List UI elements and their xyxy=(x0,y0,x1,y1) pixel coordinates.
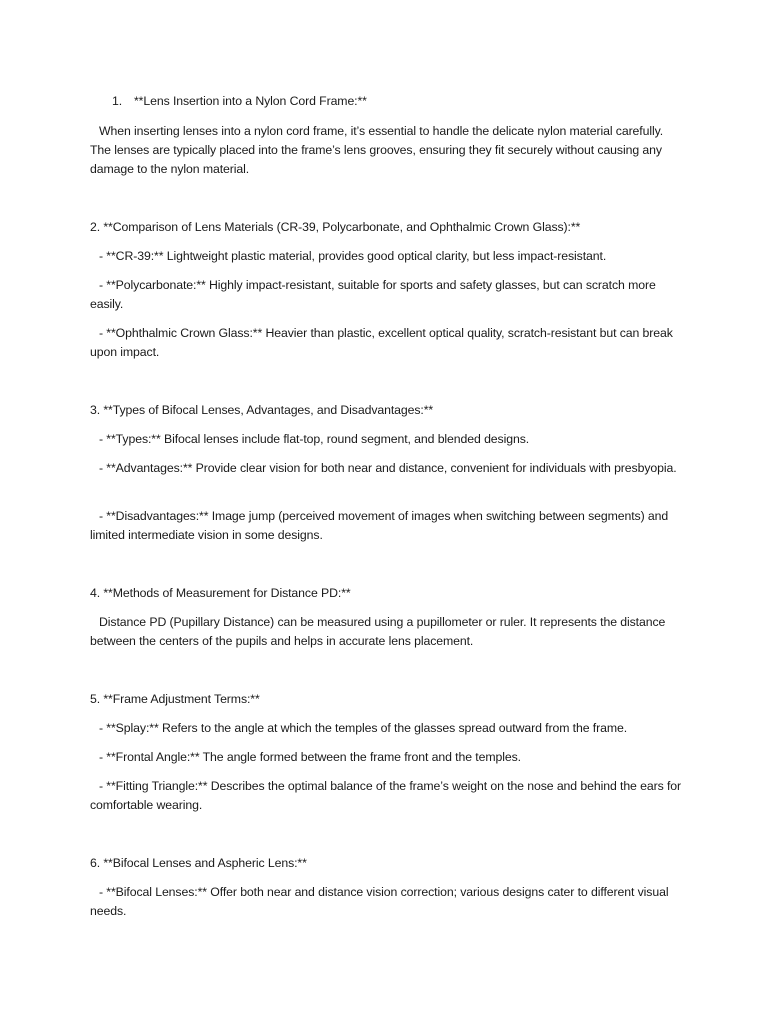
section-3-item-1: - **Types:** Bifocal lenses include flat-top, round segment, and blended designs. xyxy=(99,432,530,446)
section-6-heading: 6. **Bifocal Lenses and Aspheric Lens:** xyxy=(90,856,307,870)
section-5-item-2: - **Frontal Angle:** The angle formed between the frame front and the temples. xyxy=(99,750,521,764)
section-2-item-1: - **CR-39:** Lightweight plastic material, provides good optical clarity, but less impact-resistant. xyxy=(99,249,607,263)
section-1-heading xyxy=(112,92,712,111)
section-2-item-3: - **Ophthalmic Crown Glass:** Heavier than plastic, excellent optical quality, scratch-resistant but can break upon impact. xyxy=(90,326,673,359)
section-2-heading: 2. **Comparison of Lens Materials (CR-39, Polycarbonate, and Ophthalmic Crown Glass):** xyxy=(90,220,581,234)
section-5-item-1: - **Splay:** Refers to the angle at which the temples of the glasses spread outward from the frame. xyxy=(99,721,628,735)
section-5-item-3: - **Fitting Triangle:** Describes the optimal balance of the frame’s weight on the nose and behind the ears for comfortable wearing. xyxy=(90,779,681,812)
section-6-item-1: - **Bifocal Lenses:** Offer both near and distance vision correction; various designs cater to different visual needs. xyxy=(90,885,669,918)
section-3-heading: 3. **Types of Bifocal Lenses, Advantages, and Disadvantages:** xyxy=(90,403,434,417)
section-4-heading: 4. **Methods of Measurement for Distance PD:** xyxy=(90,586,351,600)
section-1-title: **Lens Insertion into a Nylon Cord Frame:** xyxy=(134,94,367,108)
section-1-paragraph: When inserting lenses into a nylon cord frame, it’s essential to handle the delicate nylon material carefully. The lenses are typically placed into the frame’s lens grooves, ensuring they fit securely without causing any damage to the nylon material. xyxy=(90,124,664,176)
section-3-item-3: - **Disadvantages:** Image jump (perceived movement of images when switching between segments) and limited intermediate vision in some designs. xyxy=(90,509,669,542)
section-3-item-2: - **Advantages:** Provide clear vision for both near and distance, convenient for individuals with presbyopia. xyxy=(99,461,677,475)
section-1-number: 1. xyxy=(112,94,123,108)
section-5-heading: 5. **Frame Adjustment Terms:** xyxy=(90,692,260,706)
section-4-paragraph: Distance PD (Pupillary Distance) can be measured using a pupillometer or ruler. It represents the distance between the centers of the pupils and helps in accurate lens placement. xyxy=(90,615,666,648)
section-2-item-2: - **Polycarbonate:** Highly impact-resistant, suitable for sports and safety glasses, but can scratch more easily. xyxy=(90,278,656,311)
